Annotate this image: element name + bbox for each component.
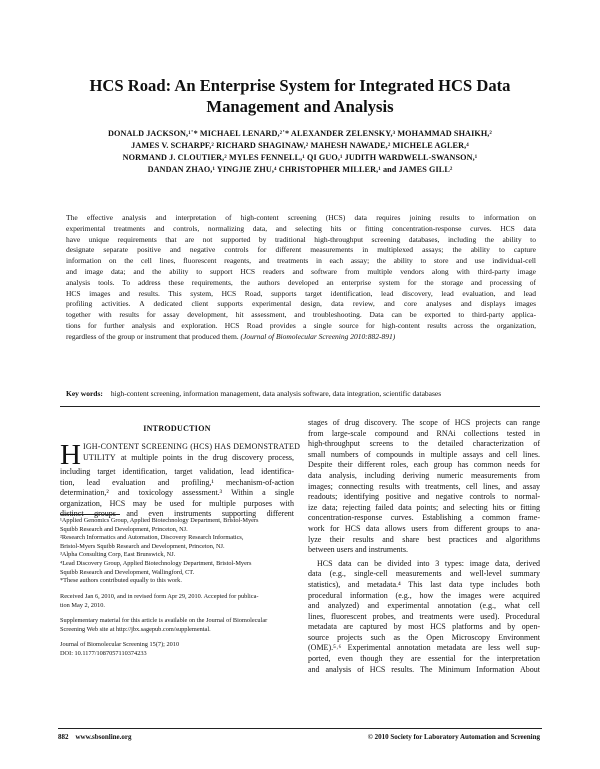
intro-smallcaps: UTILITY <box>82 452 116 462</box>
body-line: procedural information (e.g., how the images were acquired <box>308 590 540 600</box>
section-divider <box>60 406 540 407</box>
abstract-last-text: regardless of the group or instrument that produced them. <box>66 331 239 341</box>
author-line: NORMAND J. CLOUTIER,² MYLES FENNELL,¹ QI GUO,¹ JUDITH WARDWELL-SWANSON,¹ <box>122 153 478 162</box>
abstract-line: designate separate positive and negative controls for different measurements in multiplexed assays; the ability to capture <box>66 245 536 255</box>
affiliation-line: Squibb Research and Development, Wallingford, CT. <box>60 568 195 576</box>
intro-heading: INTRODUCTION <box>143 424 211 433</box>
intro-right-column <box>308 418 540 675</box>
body-line: readouts; identifying positive and negative controls to normal- <box>308 492 540 502</box>
received-line: tion May 2, 2010. <box>60 601 105 609</box>
body-line: images; connecting results with treatments, cell lines, and assay <box>308 481 540 491</box>
body-line: and analysis of HCS results. The Minimum Information About <box>308 664 540 674</box>
abstract-last-line <box>66 332 536 343</box>
body-line: metadata are captured by most HCS platforms and by open- <box>308 622 540 632</box>
body-line: high-throughput screens to the detailed characterization of <box>308 439 540 449</box>
abstract-line: information on the cell lines, fluorescent reagents, and treatments in each assay; the ability to store and use individual-cell <box>66 256 536 266</box>
abstract-line: The effective analysis and interpretation of high-content screening (HCS) data requires joining results to information on <box>66 213 536 222</box>
journal-info <box>60 641 300 658</box>
body-line: work for HCS data allows users from different groups to ana- <box>308 523 540 533</box>
body-line: (OME).⁵˒⁶ Experimental annotation metadata are less well sup- <box>308 643 540 653</box>
intro-line: organization, HCS may be used for multiple purposes with <box>60 498 294 508</box>
abstract <box>66 213 536 343</box>
body-line: from large-scale compound and RNAi collections tested in <box>308 428 540 438</box>
footer-website[interactable]: www.sbsonline.org <box>75 733 132 741</box>
footer-rule <box>58 728 542 729</box>
body-line: source projects such as the Open Microscopy Environment <box>308 632 540 642</box>
supplementary-line: Supplementary material for this article is available on the Journal of Biomolecular <box>60 617 268 624</box>
body-line: lines, fluorescent probes, and treatments were used). Procedural <box>308 611 540 621</box>
affiliation-line: ⁴Lead Discovery Group, Applied Biotechnology Department, Bristol-Myers <box>60 559 252 567</box>
affiliation-line: Squibb Research and Development, Princeton, NJ. <box>60 525 188 533</box>
author-list <box>58 128 542 176</box>
doi-line: DOI: 10.1177/1087057110374233 <box>60 649 147 657</box>
intro-line: distinct groups and even instruments supporting different <box>60 509 294 519</box>
affiliation-line: Bristol-Myers Squibb Research and Development, Princeton, NJ. <box>60 542 225 550</box>
abstract-line: HCS images and results. This system, HCS Road, supports target identification, lead discovery, lead evaluation, and lead <box>66 288 536 298</box>
journal-line: Journal of Biomolecular Screening 15(7); 2010 <box>60 641 180 648</box>
abstract-line: together with results for assay development, hit assessment, and troubleshooting. Data can be exported to third-party applica- <box>66 310 536 320</box>
author-line: JAMES V. SCHARPF,² RICHARD SHAGINAW,² MAHESH NAWADE,² MICHELE AGLER,⁴ <box>131 141 469 150</box>
footer-left <box>58 733 132 741</box>
body-line: HCS data can be divided into 3 types: image data, derived <box>317 558 540 568</box>
article-title <box>60 75 540 117</box>
keywords <box>66 389 536 399</box>
abstract-line: have unique requirements that are not supported by traditional high-throughput screening databases, including the ability to <box>66 234 536 244</box>
body-line: Despite their different roles, each group has common needs for <box>308 460 540 470</box>
supplementary-note <box>60 617 300 634</box>
page-number: 882 <box>58 733 69 741</box>
author-line: DONALD JACKSON,¹˙* MICHAEL LENARD,²˙* ALEXANDER ZELENSKY,³ MOHAMMAD SHAIKH,² <box>108 129 492 138</box>
affiliation-line: ²Research Informatics and Automation, Discovery Research Informatics, <box>60 534 244 542</box>
body-line: between users and instruments. <box>308 545 408 555</box>
intro-line: determination,² and toxicology assessment.³ Within a single <box>60 488 294 498</box>
author-line: DANDAN ZHAO,¹ YINGJIE ZHU,⁴ CHRISTOPHER MILLER,¹ and JAMES GILL² <box>147 165 453 174</box>
received-line: Received Jan 6, 2010, and in revised form Apr 29, 2010. Accepted for publica- <box>60 593 259 600</box>
footnote-rule <box>60 514 120 515</box>
body-line: statistics), and metadata.⁴ This last data type includes both <box>308 579 540 589</box>
abstract-citation: (Journal of Biomolecular Screening 2010:882-891) <box>240 331 396 341</box>
title-line: Management and Analysis <box>206 97 394 116</box>
abstract-line: experimental treatments and controls, normalizing data, and selecting hits or fitting concentration-response curves. HCS data <box>66 223 536 233</box>
intro-left-column <box>60 439 301 520</box>
body-line: data (e.g., single-cell measurements and well-level summary <box>308 569 540 579</box>
affiliation-line: ¹Applied Genomics Group, Applied Biotechnology Department, Bristol-Myers <box>60 517 259 524</box>
abstract-line: and image data; and the ability to support HCS readers and software from multiple vendors along with third-party image <box>66 266 536 276</box>
affiliations <box>60 517 300 586</box>
abstract-line: profiling activities. A dedicated client supports experimental design, data review, and core analyses and displays images <box>66 299 536 309</box>
affiliation-line: ³Alpha Consulting Corp, East Brunswick, NJ. <box>60 551 176 559</box>
body-line: stages of drug discovery. The scope of HCS projects can range <box>308 418 540 427</box>
body-line: lyze their results and share best practices and algorithms <box>308 534 540 544</box>
keywords-label: Key words: <box>66 389 103 398</box>
intro-line: including target identification, target validation, lead identifica- <box>60 467 294 476</box>
affiliation-line: *These authors contributed equally to this work. <box>60 577 182 585</box>
footer-copyright: © 2010 Society for Laboratory Automation and Screening <box>367 733 540 741</box>
body-line: concentration-response curves. Establishing a common frame- <box>308 513 540 523</box>
supplementary-line: Screening Web site at http://jbx.sagepub.com/supplemental. <box>60 625 211 633</box>
title-line: HCS Road: An Enterprise System for Integrated HCS Data <box>89 76 511 95</box>
keywords-text: high-content screening, information management, data analysis software, data integration, scientific databases <box>110 389 442 398</box>
received-dates <box>60 593 300 610</box>
body-line: ported, even though they are essential for the interpretation <box>308 654 540 664</box>
intro-line <box>60 442 301 453</box>
intro-line: UTILITY at multiple points in the drug discovery process, <box>82 452 295 462</box>
body-line: small numbers of compounds in multiple assays and cell lines. <box>308 449 540 459</box>
intro-smallcaps: IGH-CONTENT SCREENING (HCS) HAS DEMONSTRATED <box>82 442 301 451</box>
body-line: data analysis, including deriving numeric measurements from <box>308 470 540 480</box>
drop-cap: H <box>60 439 81 471</box>
body-line: and analyzed) and experimental annotation (e.g., what cell <box>308 601 540 611</box>
intro-line: tion, lead evaluation and profiling,¹ mechanism-of-action <box>60 477 294 487</box>
body-line: ize data; rejecting failed data points; and selecting hits or fitting <box>308 502 540 512</box>
abstract-line: analysis tools. To address these requirements, the authors developed an enterprise system for the storage and processing of <box>66 277 536 287</box>
abstract-line: tions for further analysis and exploration. HCS Road provides a single source for high-content results across the organization, <box>66 320 536 330</box>
